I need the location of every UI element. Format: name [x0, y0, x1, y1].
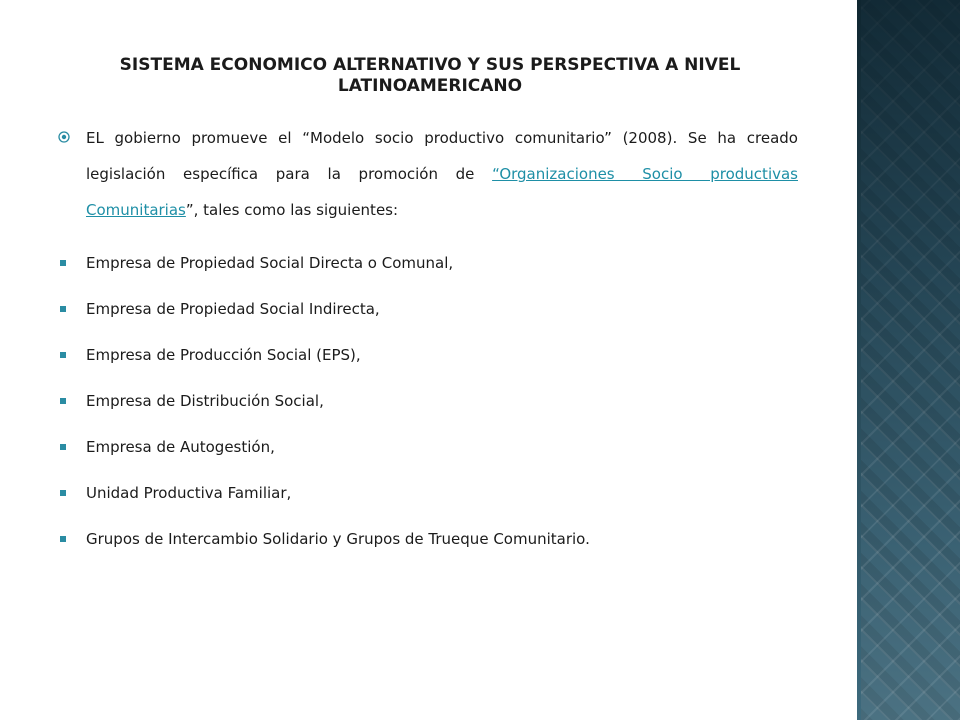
intro-paragraph [58, 120, 798, 228]
square-bullet-icon [60, 536, 66, 542]
slide-title: SISTEMA ECONOMICO ALTERNATIVO Y SUS PERSPECTIVA A NIVEL LATINOAMERICANO [119, 55, 741, 96]
intro-text-after: ”, tales como las siguientes: [185, 201, 399, 219]
intro-text-before: EL gobierno promueve el “Modelo socio productivo comunitario” (2008). Se ha creado legislación específica para la promoción de [86, 129, 798, 183]
square-bullet-icon [60, 490, 66, 496]
list-item [58, 378, 798, 424]
list-item [58, 424, 798, 470]
list-item-text: Unidad Productiva Familiar, [86, 484, 292, 502]
list-item [58, 470, 798, 516]
organizaciones-link[interactable]: “Organizaciones Socio productivas Comunitarias [86, 165, 798, 219]
list-item-text: Empresa de Autogestión, [86, 438, 275, 456]
square-bullet-icon [60, 352, 66, 358]
list-item [58, 240, 798, 286]
list-item-text: Empresa de Propiedad Social Indirecta, [86, 300, 380, 318]
slide-body [58, 120, 798, 562]
list-item [58, 332, 798, 378]
list-item-text: Empresa de Producción Social (EPS), [86, 346, 361, 364]
square-bullet-icon [60, 306, 66, 312]
list-item-text: Empresa de Distribución Social, [86, 392, 324, 410]
decorative-side-panel [857, 0, 960, 720]
square-bullet-icon [60, 444, 66, 450]
list-item [58, 516, 798, 562]
list-item [58, 286, 798, 332]
square-bullet-icon [60, 398, 66, 404]
circled-dot-icon [58, 131, 70, 143]
square-bullet-icon [60, 260, 66, 266]
list-item-text: Grupos de Intercambio Solidario y Grupos de Trueque Comunitario. [86, 530, 590, 548]
list-item-text: Empresa de Propiedad Social Directa o Comunal, [86, 254, 454, 272]
bullet-list [58, 240, 798, 562]
